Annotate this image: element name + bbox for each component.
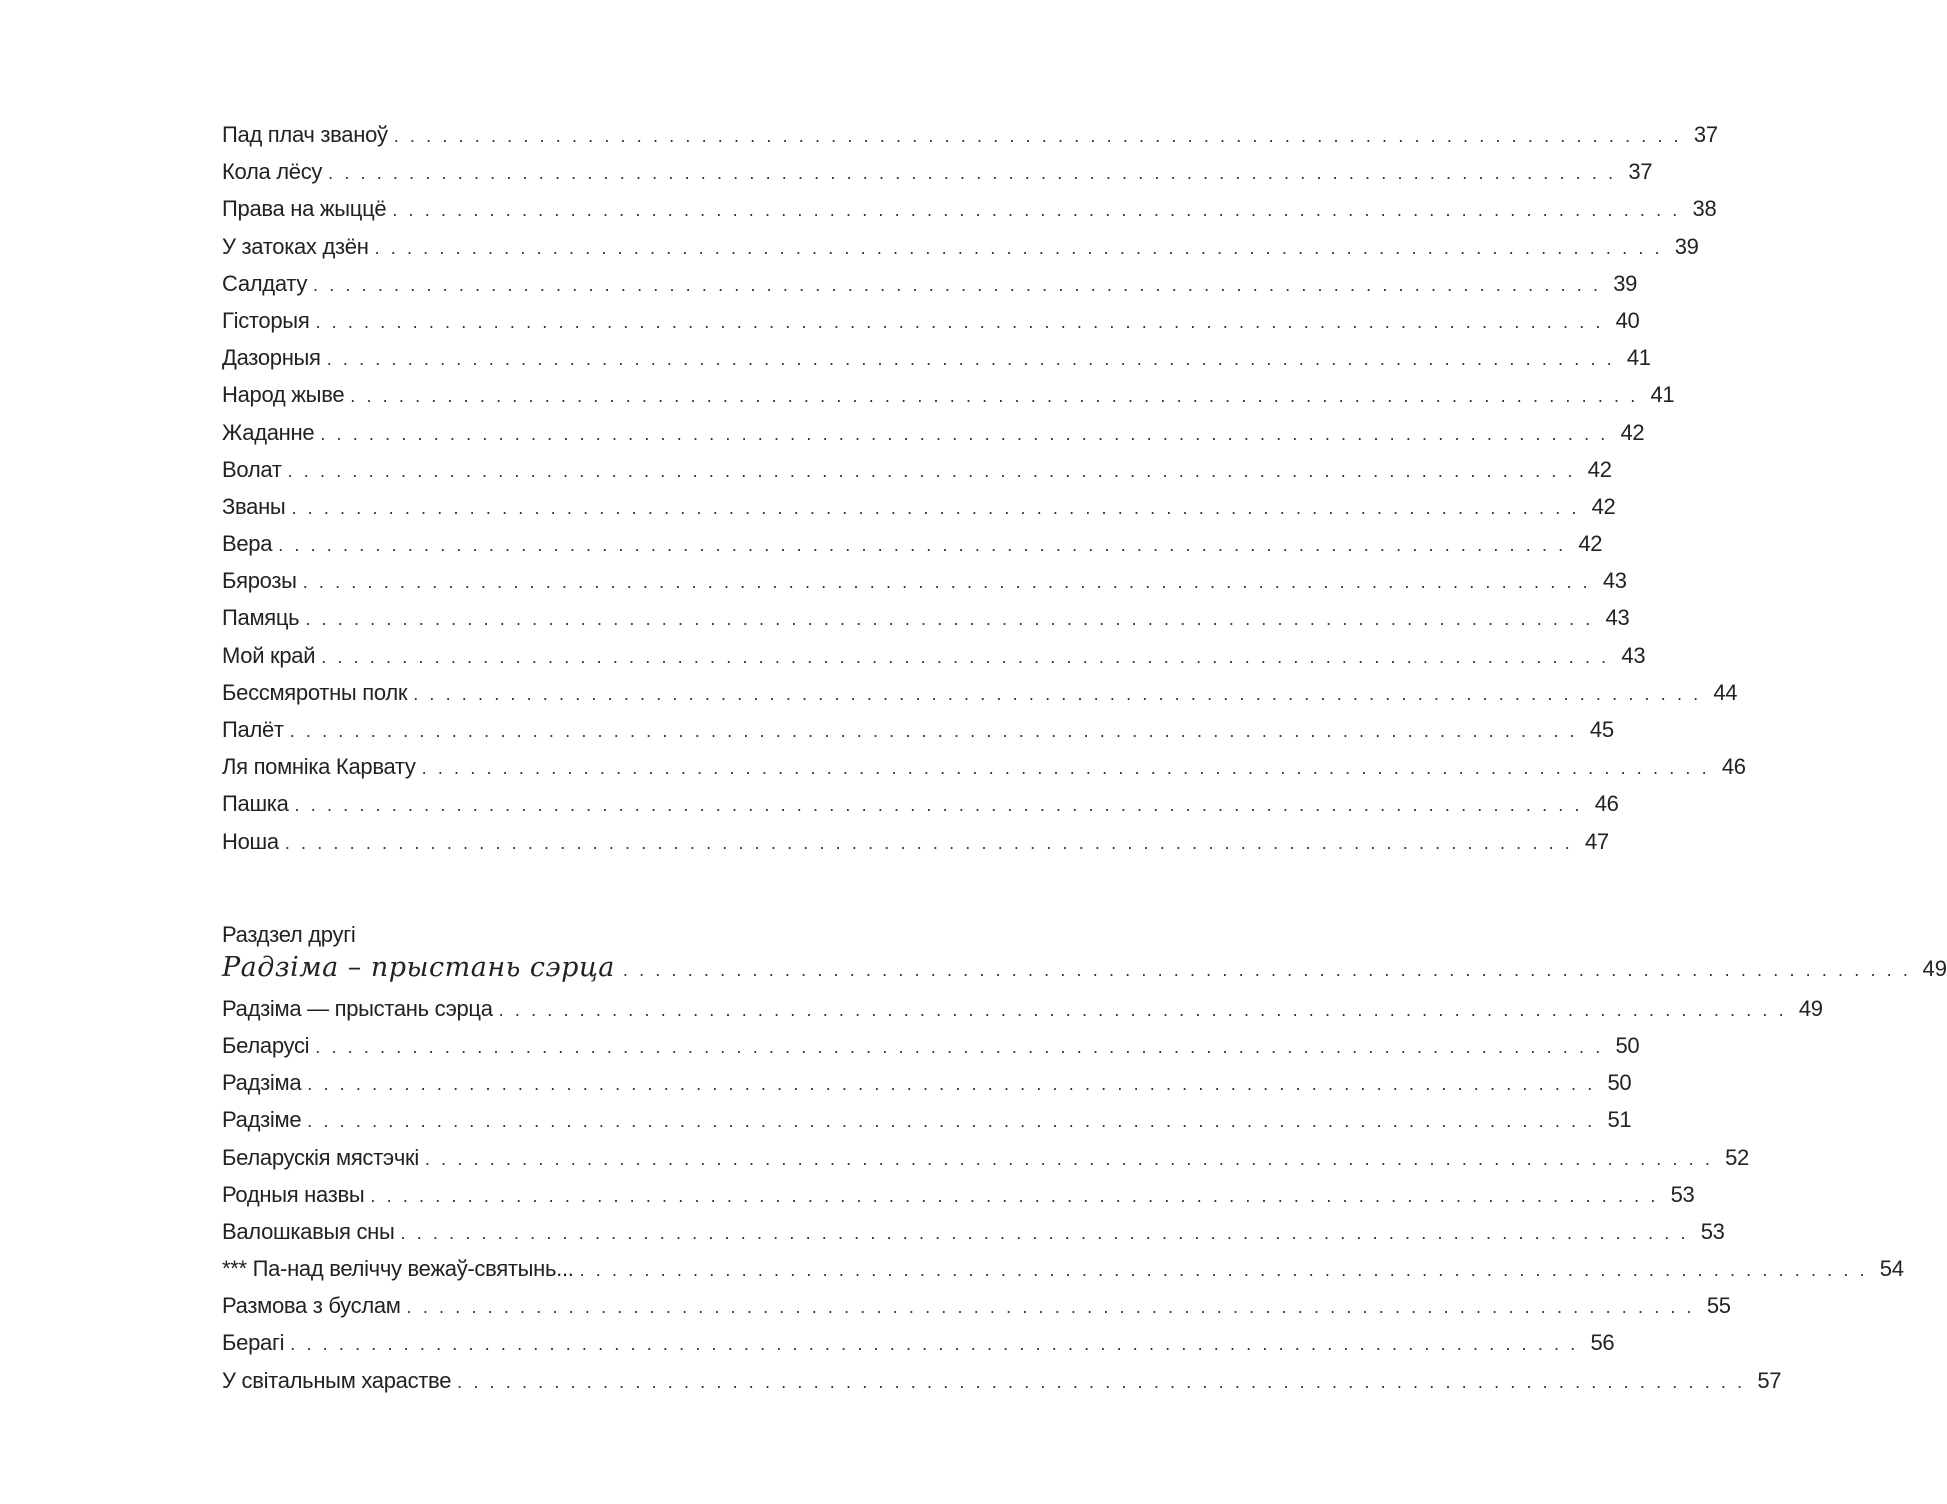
- toc-entry[interactable]: [222, 159, 1653, 196]
- toc-entry-title: Пад плач званоў: [222, 122, 388, 147]
- dot-leader: . . . . . . . . . . . . . . . . . . . . . . . . . . . . . . . . . . . . . . . . . . . . . . . . . . . . . . . . . . . . . . . . . . . . . . . . . . . . . . . .: [421, 758, 1710, 779]
- dot-leader: . . . . . . . . . . . . . . . . . . . . . . . . . . . . . . . . . . . . . . . . . . . . . . . . . . . . . . . . . . . . . . . . . . . . . . . . . . . . . . . .: [294, 795, 1583, 816]
- toc-entry-page: 57: [1757, 1367, 1782, 1393]
- dot-leader: . . . . . . . . . . . . . . . . . . . . . . . . . . . . . . . . . . . . . . . . . . . . . . . . . . . . . . . . . . . . . . . . . . . . . . . . . . . . . . . .: [278, 535, 1567, 556]
- toc-entry[interactable]: [222, 1256, 1904, 1293]
- toc-entry-page: 39: [1613, 270, 1638, 296]
- toc-entry[interactable]: [222, 233, 1699, 271]
- toc-entry[interactable]: [222, 1181, 1695, 1219]
- table-of-contents: [222, 122, 1947, 1405]
- dot-leader: . . . . . . . . . . . . . . . . . . . . . . . . . . . . . . . . . . . . . . . . . . . . . . . . . . . . . . . . . . . . . . . . . . . . . . . . . . . . . . . .: [457, 1371, 1746, 1392]
- toc-entry[interactable]: [222, 531, 1603, 568]
- dot-leader: . . . . . . . . . . . . . . . . . . . . . . . . . . . . . . . . . . . . . . . . . . . . . . . . . . . . . . . . . . . . . . . . . . . . . . . . . . . . . . . .: [328, 163, 1617, 184]
- toc-list-part2: [222, 995, 1904, 1405]
- toc-entry[interactable]: [222, 345, 1651, 382]
- toc-entry-page: 40: [1615, 307, 1640, 333]
- dot-leader: . . . . . . . . . . . . . . . . . . . . . . . . . . . . . . . . . . . . . . . . . . . . . . . . . . . . . . . . . . . . . . . . . . . . . . . . . . . . . . . .: [370, 1185, 1659, 1206]
- section-2-block: [222, 918, 1947, 1405]
- toc-entry-title: *** Па-над веліччу вежаў-святынь...: [222, 1256, 574, 1282]
- toc-entry-page: 42: [1587, 456, 1612, 482]
- toc-entry[interactable]: [222, 717, 1614, 754]
- toc-entry-title: Званы: [222, 493, 286, 519]
- toc-entry-title: Дазорныя: [222, 345, 321, 371]
- toc-entry-title: Пашка: [222, 791, 289, 817]
- toc-entry[interactable]: [222, 1367, 1782, 1405]
- toc-entry[interactable]: [222, 382, 1675, 419]
- dot-leader: . . . . . . . . . . . . . . . . . . . . . . . . . . . . . . . . . . . . . . . . . . . . . . . . . . . . . . . . . . . . . . . . . . . . . . . . . . . . . . . .: [498, 999, 1787, 1020]
- dot-leader: . . . . . . . . . . . . . . . . . . . . . . . . . . . . . . . . . . . . . . . . . . . . . . . . . . . . . . . . . . . . . . . . . . . . . . . . . . . . . . . .: [287, 460, 1576, 481]
- toc-entry-page: 37: [1628, 159, 1653, 185]
- toc-entry[interactable]: [222, 1144, 1749, 1182]
- toc-entry-title: У затоках дзён: [222, 233, 369, 259]
- toc-entry-page: 45: [1589, 717, 1614, 742]
- dot-leader: . . . . . . . . . . . . . . . . . . . . . . . . . . . . . . . . . . . . . . . . . . . . . . . . . . . . . . . . . . . . . . . . . . . . . . . . . . . . . . . .: [413, 683, 1702, 704]
- toc-entry-page: 39: [1674, 233, 1699, 259]
- section-heading-title: Радзіма – прыстань сэрца: [222, 951, 615, 983]
- toc-entry-page: 50: [1615, 1032, 1640, 1058]
- section-heading-row[interactable]: [222, 951, 1947, 996]
- toc-entry-title: Бярозы: [222, 568, 297, 594]
- toc-entry-page: 53: [1670, 1181, 1695, 1207]
- dot-leader: . . . . . . . . . . . . . . . . . . . . . . . . . . . . . . . . . . . . . . . . . . . . . . . . . . . . . . . . . . . . . . . . . . . . . . . . . . . . . . . .: [400, 1222, 1689, 1243]
- toc-entry-title: Беларусі: [222, 1032, 310, 1058]
- toc-entry-page: 43: [1602, 568, 1627, 594]
- toc-entry[interactable]: [222, 605, 1630, 642]
- toc-entry-page: 53: [1700, 1218, 1725, 1244]
- toc-entry-page: 42: [1591, 493, 1616, 519]
- toc-entry-title: Радзіме: [222, 1107, 302, 1133]
- toc-entry[interactable]: [222, 679, 1738, 717]
- dot-leader: . . . . . . . . . . . . . . . . . . . . . . . . . . . . . . . . . . . . . . . . . . . . . . . . . . . . . . . . . . . . . . . . . . . . . . . . . . . . . . . .: [321, 646, 1610, 667]
- toc-entry[interactable]: [222, 1218, 1725, 1256]
- dot-leader: . . . . . . . . . . . . . . . . . . . . . . . . . . . . . . . . . . . . . . . . . . . . . . . . . . . . . . . . . . . . . . . . . . . . . . . . . . . . . . . .: [579, 1260, 1868, 1281]
- toc-entry[interactable]: [222, 1107, 1632, 1144]
- dot-leader: . . . . . . . . . . . . . . . . . . . . . . . . . . . . . . . . . . . . . . . . . . . . . . . . . . . . . . . . . . . . . . . . . . . . . . . . . . . . . . . .: [290, 1334, 1579, 1355]
- toc-entry[interactable]: [222, 1032, 1640, 1070]
- toc-entry-title: Права на жыццё: [222, 196, 387, 222]
- toc-entry[interactable]: [222, 1330, 1615, 1367]
- dot-leader: . . . . . . . . . . . . . . . . . . . . . . . . . . . . . . . . . . . . . . . . . . . . . . . . . . . . . . . . . . . . . . . . . . . . . . . . . . . . . . . .: [424, 1148, 1713, 1169]
- toc-entry-title: Салдату: [222, 270, 308, 296]
- toc-entry-title: Радзіма: [222, 1070, 302, 1096]
- toc-entry-title: У світальным харастве: [222, 1367, 452, 1393]
- dot-leader: . . . . . . . . . . . . . . . . . . . . . . . . . . . . . . . . . . . . . . . . . . . . . . . . . . . . . . . . . . . . . . . . . . . . . . . . . . . . . . . .: [406, 1297, 1695, 1318]
- toc-entry[interactable]: [222, 456, 1612, 494]
- toc-entry[interactable]: [222, 196, 1717, 233]
- toc-entry-page: 37: [1693, 122, 1718, 147]
- toc-entry-title: Родныя назвы: [222, 1181, 365, 1207]
- toc-entry-title: Берагі: [222, 1330, 285, 1356]
- toc-entry[interactable]: [222, 995, 1823, 1033]
- toc-entry-title: Беларускія мястэчкі: [222, 1144, 419, 1170]
- toc-entry-page: 56: [1590, 1330, 1615, 1356]
- section-kicker: Раздзел другі: [222, 921, 356, 947]
- dot-leader: . . . . . . . . . . . . . . . . . . . . . . . . . . . . . . . . . . . . . . . . . . . . . . . . . . . . . . . . . . . . . . . . . . . . . . . . . . . . . . . .: [305, 609, 1594, 630]
- toc-entry-page: 46: [1721, 754, 1746, 780]
- toc-entry-title: Бессмяротны полк: [222, 679, 408, 705]
- dot-leader: . . . . . . . . . . . . . . . . . . . . . . . . . . . . . . . . . . . . . . . . . . . . . . . . . . . . . . . . . . . . . . . . . . . . . . . . . . . . . . . .: [392, 200, 1681, 221]
- toc-entry[interactable]: [222, 642, 1646, 680]
- toc-entry[interactable]: [222, 419, 1645, 457]
- toc-entry[interactable]: [222, 493, 1616, 531]
- toc-entry-title: Гісторыя: [222, 307, 310, 333]
- toc-entry-title: Жаданне: [222, 419, 315, 445]
- dot-leader: . . . . . . . . . . . . . . . . . . . . . . . . . . . . . . . . . . . . . . . . . . . . . . . . . . . . . . . . . . . . . . . . . . . . . . . . . . . . . . . .: [350, 386, 1639, 407]
- toc-entry[interactable]: [222, 307, 1640, 345]
- toc-entry-page: 43: [1621, 642, 1646, 668]
- toc-entry-title: Памяць: [222, 605, 300, 631]
- dot-leader: . . . . . . . . . . . . . . . . . . . . . . . . . . . . . . . . . . . . . . . . . . . . . . . . . . . . . . . . . . . . . . . . . . . . . . . . . . . . . . . .: [622, 959, 1911, 980]
- toc-entry-page: 41: [1626, 345, 1651, 371]
- toc-entry-page: 38: [1692, 196, 1717, 222]
- toc-entry-page: 41: [1650, 382, 1675, 408]
- toc-entry-page: 47: [1585, 828, 1609, 854]
- toc-entry-page: 55: [1706, 1293, 1731, 1319]
- toc-entry[interactable]: [222, 270, 1638, 308]
- dot-leader: . . . . . . . . . . . . . . . . . . . . . . . . . . . . . . . . . . . . . . . . . . . . . . . . . . . . . . . . . . . . . . . . . . . . . . . . . . . . . . . .: [315, 311, 1604, 332]
- toc-entry[interactable]: [222, 791, 1619, 828]
- toc-entry-page: 54: [1879, 1256, 1904, 1282]
- toc-entry-page: 42: [1578, 531, 1603, 557]
- toc-entry[interactable]: [222, 1293, 1731, 1330]
- dot-leader: . . . . . . . . . . . . . . . . . . . . . . . . . . . . . . . . . . . . . . . . . . . . . . . . . . . . . . . . . . . . . . . . . . . . . . . . . . . . . . . .: [291, 497, 1580, 518]
- toc-entry[interactable]: [222, 1070, 1632, 1107]
- toc-entry-title: Размова з буслам: [222, 1293, 401, 1319]
- dot-leader: . . . . . . . . . . . . . . . . . . . . . . . . . . . . . . . . . . . . . . . . . . . . . . . . . . . . . . . . . . . . . . . . . . . . . . . . . . . . . . . .: [393, 126, 1682, 146]
- toc-entry-title: Народ жыве: [222, 382, 345, 408]
- toc-entry-title: Кола лёсу: [222, 159, 323, 185]
- toc-entry-page: 46: [1594, 791, 1619, 817]
- toc-entry-title: Валошкавыя сны: [222, 1218, 395, 1244]
- toc-entry[interactable]: [222, 828, 1609, 866]
- toc-entry-title: Мой край: [222, 642, 316, 668]
- toc-entry-title: Ноша: [222, 828, 279, 854]
- toc-entry[interactable]: [222, 568, 1627, 605]
- toc-entry-page: 43: [1605, 605, 1630, 631]
- dot-leader: . . . . . . . . . . . . . . . . . . . . . . . . . . . . . . . . . . . . . . . . . . . . . . . . . . . . . . . . . . . . . . . . . . . . . . . . . . . . . . . .: [284, 832, 1573, 853]
- dot-leader: . . . . . . . . . . . . . . . . . . . . . . . . . . . . . . . . . . . . . . . . . . . . . . . . . . . . . . . . . . . . . . . . . . . . . . . . . . . . . . . .: [313, 274, 1602, 295]
- toc-entry-page: 44: [1713, 679, 1738, 705]
- toc-list-part1: [222, 122, 1746, 866]
- dot-leader: . . . . . . . . . . . . . . . . . . . . . . . . . . . . . . . . . . . . . . . . . . . . . . . . . . . . . . . . . . . . . . . . . . . . . . . . . . . . . . . .: [307, 1111, 1596, 1132]
- toc-entry-page: 51: [1607, 1107, 1632, 1133]
- toc-entry-title: Радзіма — прыстань сэрца: [222, 995, 493, 1021]
- toc-entry-page: 52: [1725, 1144, 1749, 1170]
- toc-entry-title: Вера: [222, 531, 273, 557]
- dot-leader: . . . . . . . . . . . . . . . . . . . . . . . . . . . . . . . . . . . . . . . . . . . . . . . . . . . . . . . . . . . . . . . . . . . . . . . . . . . . . . . .: [289, 721, 1578, 741]
- dot-leader: . . . . . . . . . . . . . . . . . . . . . . . . . . . . . . . . . . . . . . . . . . . . . . . . . . . . . . . . . . . . . . . . . . . . . . . . . . . . . . . .: [326, 349, 1615, 370]
- toc-entry-page: 49: [1798, 995, 1823, 1021]
- toc-entry[interactable]: [222, 122, 1718, 159]
- dot-leader: . . . . . . . . . . . . . . . . . . . . . . . . . . . . . . . . . . . . . . . . . . . . . . . . . . . . . . . . . . . . . . . . . . . . . . . . . . . . . . . .: [307, 1074, 1596, 1095]
- toc-entry[interactable]: [222, 754, 1746, 791]
- section-heading-page: 49: [1922, 955, 1947, 981]
- toc-entry-page: 42: [1620, 419, 1645, 445]
- toc-entry-title: Ля помніка Карвату: [222, 754, 416, 780]
- toc-entry-title: Палёт: [222, 717, 284, 742]
- dot-leader: . . . . . . . . . . . . . . . . . . . . . . . . . . . . . . . . . . . . . . . . . . . . . . . . . . . . . . . . . . . . . . . . . . . . . . . . . . . . . . . .: [320, 423, 1609, 444]
- toc-entry-title: Волат: [222, 456, 282, 482]
- toc-entry-page: 50: [1607, 1070, 1632, 1096]
- dot-leader: . . . . . . . . . . . . . . . . . . . . . . . . . . . . . . . . . . . . . . . . . . . . . . . . . . . . . . . . . . . . . . . . . . . . . . . . . . . . . . . .: [315, 1036, 1604, 1057]
- dot-leader: . . . . . . . . . . . . . . . . . . . . . . . . . . . . . . . . . . . . . . . . . . . . . . . . . . . . . . . . . . . . . . . . . . . . . . . . . . . . . . . .: [302, 572, 1591, 593]
- dot-leader: . . . . . . . . . . . . . . . . . . . . . . . . . . . . . . . . . . . . . . . . . . . . . . . . . . . . . . . . . . . . . . . . . . . . . . . . . . . . . . . .: [374, 237, 1663, 258]
